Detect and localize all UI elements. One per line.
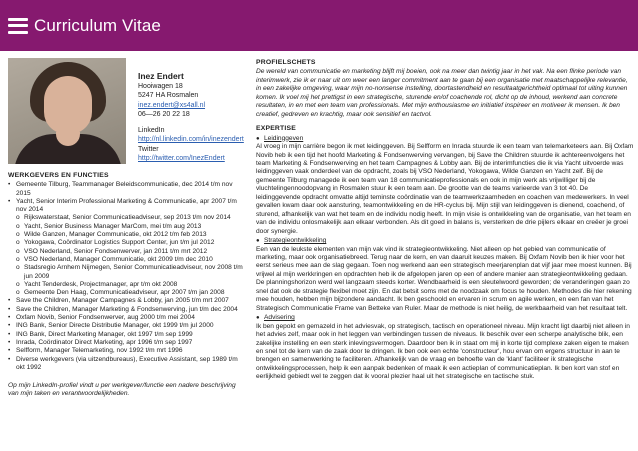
employer-item	[8, 306, 246, 314]
expertise-text: Een van de leukste elementen van mijn vak vind ik strategieontwikkeling. Niet alleen op het gebied van communicatie of marketing, maar ook organisatiebreed. Terug naar de kern, en van daaruit keuzes maken. Bij Oxfam Novib ben ik hier voor het eerst serieus mee aan de slag gegaan. Toen nog werkend aan een strategisch meerjarenplan dat vijf jaar mee moest kunnen. Bij vrijwel al mijn werkkringen en opdrachten heb ik de afgelopen jaren op een of andere manier aan strategieontwikkeling gedaan. De planningshorizon werd wel langzaam steeds korter. Wendbaarheid is een sleutelwoord geworden; de veranderingen gaan zo snel dat ook de strategie flexibel moet zijn. En dat betsit soms met de noodzaak om focus te houden. Methodes die hier rekening mee houden, hebben mijn bijzondere aandacht. Ik ben geschoold en ervaren in scrum en agile werken, en een fan van het Strategisch Communicatie Frame van Betteke van Ruler. Maar de methode is niet heilig, de werkbaarheid van het resultaat telt.	[256, 245, 632, 312]
employer-item	[8, 214, 246, 222]
employer-item	[8, 339, 246, 347]
bullet-icon: •	[8, 197, 11, 205]
employer-text: VSO Nederland, Senior Fondsenwerver, jan 2011 t/m mrt 2012	[24, 247, 208, 255]
expertise-label: Strategieontwikkeling	[264, 237, 327, 245]
bullet-icon: •	[8, 330, 11, 338]
employer-text: Save the Children, Manager Marketing & Fondsenwerving, jun t/m dec 2004	[16, 305, 238, 313]
bullet-icon: •	[8, 322, 11, 330]
employer-text: Yokogawa, Coördinator Logistics Support Center, jun t/m jul 2012	[24, 239, 215, 247]
employer-text: Gemeente Tilburg, Teammanager Beleidscommunicatie, dec 2014 t/m nov 2015	[16, 181, 233, 197]
sub-bullet-icon: o	[16, 247, 20, 255]
employer-item	[8, 223, 246, 231]
employer-text: ING Bank, Senior Directe Distributie Manager, okt 1999 t/m jul 2000	[16, 322, 214, 330]
bullet-icon: ●	[256, 135, 260, 142]
employer-item	[8, 297, 246, 305]
linkedin-link[interactable]: http://nl.linkedin.com/in/inezendert	[138, 136, 244, 144]
employer-item	[8, 289, 246, 297]
employer-text: Diverse werkgevers (via uitzendbureaus), Executive Assistant, sep 1989 t/m okt 1992	[16, 355, 238, 371]
header-bar	[0, 0, 638, 51]
sub-bullet-icon: o	[16, 214, 20, 222]
expertise-label: Leidinggeven	[264, 134, 304, 142]
employer-text: Inrada, Coördinator Direct Marketing, apr 1996 t/m sep 1997	[16, 338, 193, 346]
employer-text: Save the Children, Manager Campagnes & Lobby, jan 2005 t/m mrt 2007	[16, 297, 229, 305]
expertise-title: EXPERTISE	[256, 125, 296, 133]
profile-photo	[8, 58, 126, 164]
employers-list	[8, 181, 246, 372]
employer-text: Selfform, Manager Telemarketing, nov 1992 t/m mrt 1996	[16, 347, 183, 355]
linkedin-note: Op mijn LinkedIn-profiel vindt u per werkgever/functie een nadere beschrijving van mijn taken en verantwoordelijkheden.	[8, 382, 236, 398]
employer-item	[8, 256, 246, 264]
sub-bullet-icon: o	[16, 222, 20, 230]
contact-phone: 06—26 20 22 18	[138, 110, 190, 118]
contact-name: Inez Endert	[138, 71, 184, 81]
employer-text: Gemeente Den Haag, Communicatieadviseur, apr 2007 t/m jan 2008	[24, 289, 225, 297]
employer-item	[8, 198, 246, 215]
bullet-icon: •	[8, 338, 11, 346]
employer-item	[8, 356, 246, 373]
sub-bullet-icon: o	[16, 289, 20, 297]
expertise-text: Ik ben gepokt en gemazeld in het adviesvak, op strategisch, tactisch en operationeel niveau. Mijn kracht ligt daarbij niet alleen in het advies zelf, maar ook in het leggen van verbindingen tussen de niveaus. Ik beschik over een scherpe analytische blik, een zakelijke instelling en een sterk inlevingsvermogen. Daardoor ben ik in staat om mij in korte tijd complexe zaken eigen te maken en snel tot de kern van de zaak door te dringen. Ik ben ook een echte 'constructeur', hou ervan om ergens structuur in aan te brengen en samenwerking te faciliteren. Afhankelijk van de vraag en behoefte van de 'klant' faciliteer ik strategische ontwikkelingsprocessen, help ik een aanpak bedenken of maak ik een actieplan of communicatieplan. Ik ben kort van stof en eerlijkheid gebiedt wel te zeggen dat ik vooral plezier haal uit het strategische en tactische stuk.	[256, 322, 630, 381]
bullet-icon: •	[8, 297, 11, 305]
employer-item	[8, 248, 246, 256]
employer-item	[8, 347, 246, 355]
employer-item	[8, 239, 246, 247]
sub-bullet-icon: o	[16, 231, 20, 239]
expertise-heading-strategie	[256, 237, 634, 245]
employer-text: Stadsregio Arnhem Nijmegen, Senior Communicatieadviseur, nov 2008 t/m jun 2009	[24, 264, 243, 280]
twitter-label: Twitter	[138, 145, 159, 153]
employer-text: Yacht Tenderdesk, Projectmanager, apr t/m okt 2008	[24, 280, 178, 288]
employer-item	[8, 231, 246, 239]
sub-bullet-icon: o	[16, 264, 20, 272]
contact-block	[138, 71, 250, 163]
page-title: Curriculum Vitae	[34, 15, 161, 35]
bullet-icon: ●	[256, 238, 260, 245]
expertise-label: Advisering	[264, 314, 295, 322]
expertise-text: Al vroeg in mijn carrière begon ik met leidinggeven. Bij Selfform en Inrada stuurde ik een team van telemarketeers aan. Bij Oxfam Novib heb ik een tijd het hoofd Marketing & Fondsenwerving vervangen, bij Save the Children stuurde ik achtereenvolgens het team Marketing & Fondsenwerving en het team Campagnes & Lobby aan. Bij de interimfuncties die ik via Yacht uitvoerde was leidinggeven vaak onderdeel van de opdracht, zoals bij VSO Nederland, Yokogawa, Wilde Ganzen en Yacht zelf. Bij de gemeente Tilburg managede ik een team van 18 communicatieprofessionals en ook in mijn werk als vrijwilliger bij de vluchtelingennoodopvang in Rosmalen stuur ik een team aan. De grootte van de teams varieerde van 3 tot 40. De leidinggevende opdracht omvatte altijd teminste coördinatie van de teamwerkzaamheden en coachen van medewerkers. In veel gevallen kwam daar ook aansturing, teamontwikkeling en de HR-cyclus bij. Mijn stijl van leidinggeven is dienend, coachend, of sturend, afhankelijk van wat het team en de individu nodig heeft. In mijn visie is ontwikkeling van de organisatie, van het team en van de individu onlosmakelijk aan elkaar verbonden. Als dit goed in balans is, versterken de drie pijlers elkaar en creëer je groei door synergie.	[256, 143, 634, 235]
employer-item	[8, 314, 246, 322]
employer-text: ING Bank, Direct Marketing Manager, okt 1997 t/m sep 1999	[16, 330, 193, 338]
main-column	[256, 59, 634, 382]
employer-text: Rijkswaterstaat, Senior Communicatieadviseur, sep 2013 t/m nov 2014	[24, 214, 231, 222]
expertise-heading-advisering	[256, 314, 634, 322]
menu-icon[interactable]	[8, 18, 28, 34]
bullet-icon: •	[8, 347, 11, 355]
bullet-icon: •	[8, 305, 11, 313]
employers-title: WERKGEVERS EN FUNCTIES	[8, 172, 109, 179]
employer-text: Yacht, Senior Business Manager MarCom, mei t/m aug 2013	[24, 222, 202, 230]
employer-text: VSO Nederland, Manager Communicatie, okt 2009 t/m dec 2010	[24, 255, 213, 263]
employer-item	[8, 281, 246, 289]
bullet-icon: ●	[256, 315, 260, 322]
twitter-link[interactable]: http://twitter.com/InezEndert	[138, 155, 225, 163]
employer-text: Oxfam Novib, Senior Fondsenwerver, aug 2000 t/m mei 2004	[16, 314, 195, 322]
employer-item	[8, 264, 246, 281]
employer-text: Yacht, Senior Interim Professional Marketing & Communicatie, apr 2007 t/m nov 2014	[16, 197, 237, 214]
sub-bullet-icon: o	[16, 255, 20, 263]
employer-item	[8, 322, 246, 330]
linkedin-label: LinkedIn	[138, 127, 165, 135]
contact-address-line2: 5247 HA Rosmalen	[138, 92, 199, 100]
expertise-heading-leidinggeven	[256, 135, 634, 143]
profile-text: De wereld van communicatie en marketing blijft mij boeien, ook na meer dan twintig jaar in het vak. Na een flinke periode van interimwerk, zie ik er naar uit om weer een langer commitment aan te gaan bij een organisatie met maatschappelijke relevantie, in een zakelijke omgeving, waar mijn no-nonsense instelling, doortastendheid en resultaatgerichtheid optimaal tot uiting kunnen komen. Ik voel mij het prettigst in een strategische, sturende en/of coachende rol, dicht op de inhoud, werkend aan concrete resultaten, in en met een team van professionals. Met mijn enthousiasme en initiatief inspireer en motiveer ik mensen. Ik ben creatief, gedreven en krachtig, maar ook sensitief en tactvol.	[256, 68, 628, 118]
sub-bullet-icon: o	[16, 280, 20, 288]
profile-title: PROFIELSCHETS	[256, 59, 316, 66]
contact-address-line1: Hooiwagen 18	[138, 83, 183, 90]
bullet-icon: •	[8, 355, 11, 363]
employer-item	[8, 181, 246, 198]
employer-text: Wilde Ganzen, Manager Communicatie, okt 2012 t/m feb 2013	[24, 231, 207, 239]
employers-section	[8, 172, 246, 399]
sub-bullet-icon: o	[16, 239, 20, 247]
employer-item	[8, 331, 246, 339]
bullet-icon: •	[8, 314, 11, 322]
bullet-icon: •	[8, 181, 11, 189]
contact-email-link[interactable]: inez.endert@xs4all.nl	[138, 101, 206, 109]
